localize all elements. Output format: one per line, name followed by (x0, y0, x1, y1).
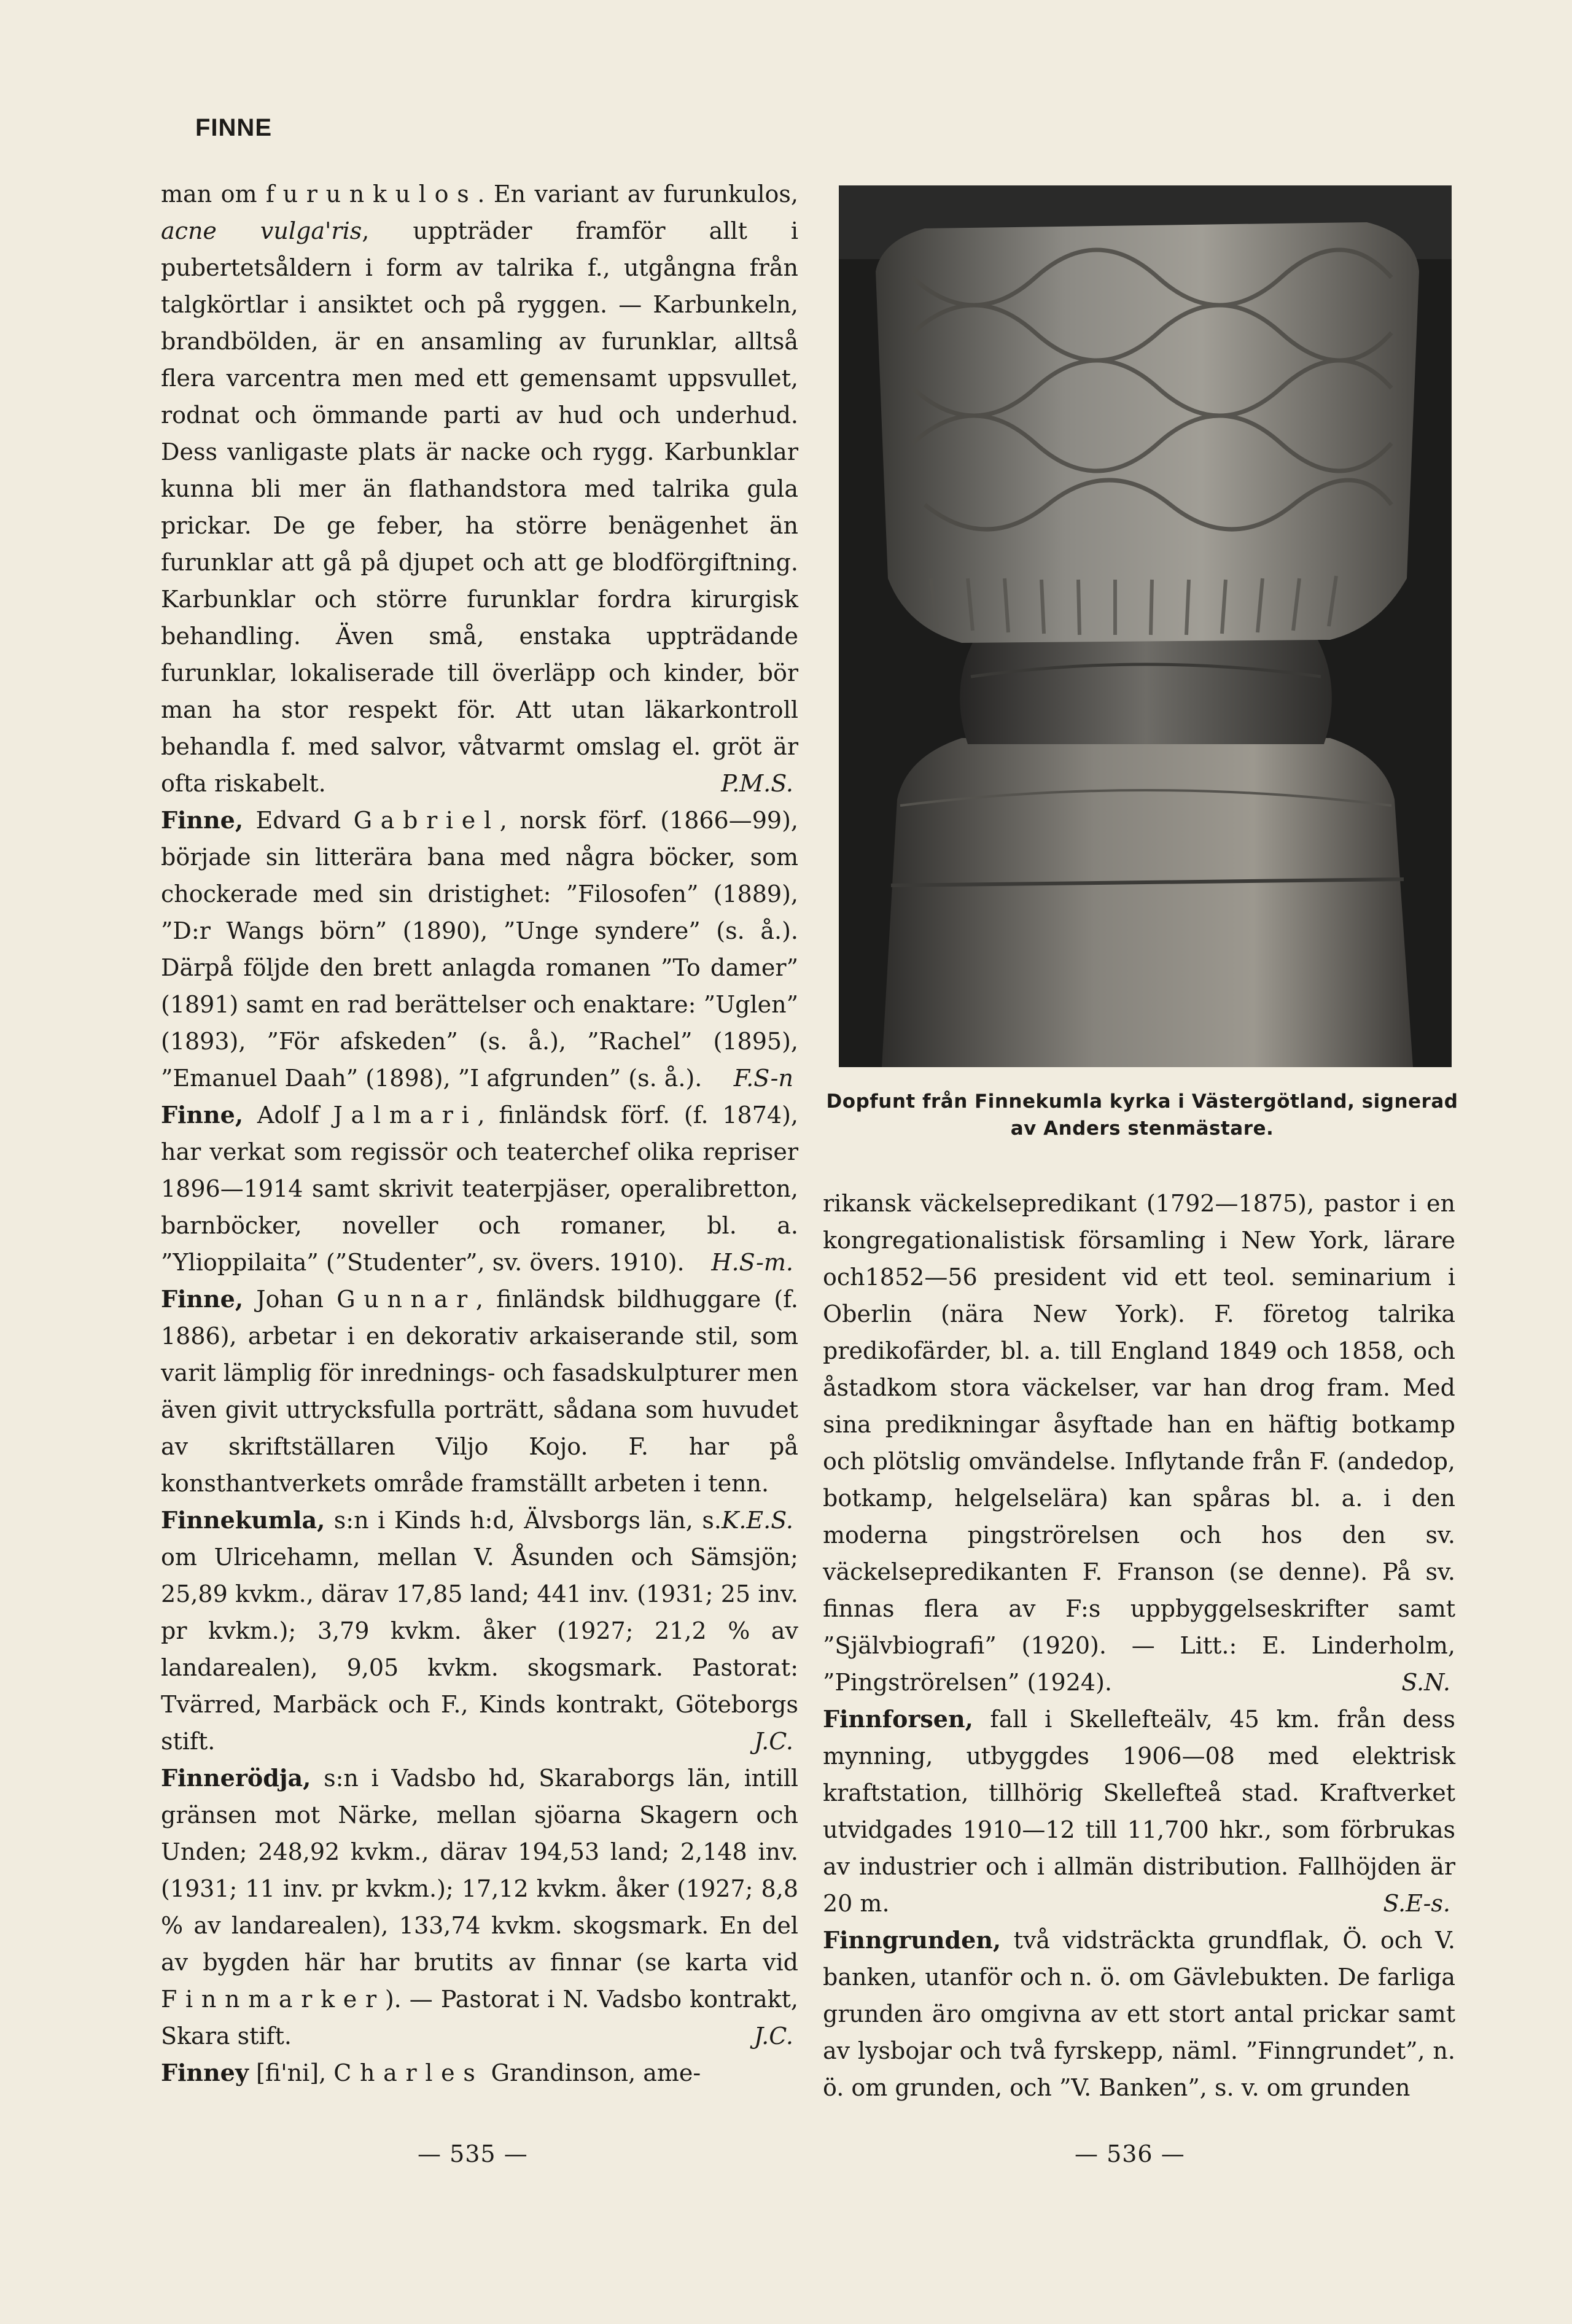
headword: Finngrunden, (823, 1926, 1002, 1954)
author-signature: P.M.S. (721, 770, 793, 797)
emphasis-name: Gunnar (337, 1286, 476, 1313)
author-signature: S.N. (1401, 1669, 1450, 1696)
page-number-left: — 535 — (418, 2140, 528, 2167)
author-signature: F.S-n (733, 1065, 793, 1092)
entry-finney-start: Finney [fi'ni], Charles Grandinson, ame- (161, 2059, 701, 2086)
baptismal-font-photo (839, 185, 1452, 1067)
cross-reference: Finnmarker (161, 1986, 385, 2013)
headword: Finnekumla, (161, 1506, 325, 1534)
latin-term: acne vulga'ris (161, 217, 362, 244)
entry-finne-edvard: Finne, Edvard Gabriel, norsk förf. (1866—99), började sin litterära bana med några böcker, som chockerade med sin dristighet: ”Filosofen” (1889), ”D:r Wangs börn” (1890), ”Unge syndere” (s. å.). Därpå följde den brett anlagda romanen ”To damer” (1891) samt en rad berättelser och enaktare: ”Uglen” (1893), ”För afskeden” (s. å.), ”Rachel” (1895), ”Emanuel Daah” (1898), ”I afgrunden” (s. å.). F.S-n (161, 802, 798, 1097)
entry-finne-adolf: Finne, Adolf Jalmari, finländsk förf. (f. 1874), har verkat som regissör och teaterchef olika repriser 1896—1914 samt skrivit teaterpjäser, operalibretton, barnböcker, noveller och romaner, bl. a. ”Ylioppilaita” (”Studenter”, sv. övers. 1910). H.S-m. (161, 1097, 798, 1281)
headword: Finnerödja, (161, 1764, 311, 1792)
right-column (823, 1185, 1455, 2106)
emphasis-term: furunkulos (265, 181, 478, 208)
font-illustration (839, 185, 1452, 1067)
entry-finnekumla: Finnekumla, s:n i Kinds h:d, Älvsborgs län, s. om Ulricehamn, mellan V. Åsunden och Sämsjön; 25,89 kvkm., därav 17,85 land; 441 inv. (1931; 25 inv. pr kvkm.); 3,79 kvkm. åker (1927; 21,2 % av landarealen), 9,05 kvkm. skogsmark. Pastorat: Tvärred, Marbäck och F., Kinds kontrakt, Göteborgs stift. J.C. (161, 1502, 798, 1760)
emphasis-name: Charles (333, 2059, 484, 2086)
headword: Finne, (161, 806, 244, 834)
author-signature: K.E.S. (721, 1507, 793, 1534)
author-signature: H.S-m. (711, 1249, 793, 1276)
entry-finney-continued: rikansk väckelsepredikant (1792—1875), pastor i en kongregationalistisk församling i New York, lärare och1852—56 president vid ett teol. seminarium i Oberlin (nära New York). F. företog talrika predikofärder, bl. a. till England 1849 och 1858, och åstadkom stora väckelser, var han drog fram. Med sina predikningar åsyftade han en häftig botkamp och plötslig omvändelse. Inflytande från F. (andedop, botkamp, helgelselära) kan spåras bl. a. i den moderna pingströrelsen och hos den sv. väckelsepredikanten F. Franson (se denne). På sv. finnas flera av F:s uppbyggelseskrifter samt ”Självbiografi” (1920). — Litt.: E. Linderholm, ”Pingströrelsen” (1924). S.N. (823, 1185, 1455, 1701)
entry-finne-johan: Finne, Johan Gunnar, finländsk bildhuggare (f. 1886), arbetar i en dekorativ arkaiserande stil, som varit lämplig för inrednings- och fasadskulpturer men även givit uttrycksfulla porträtt, sådana som huvudet av skriftställaren Viljo Kojo. F. har på konsthantverkets område framställt arbeten i tenn. K.E.S. (161, 1281, 798, 1502)
author-signature: J.C. (753, 2023, 793, 2050)
author-signature: S.E-s. (1383, 1890, 1450, 1917)
headword: Finne, (161, 1101, 244, 1129)
emphasis-name: Gabriel (353, 807, 500, 834)
running-head: FINNE (195, 114, 272, 141)
author-signature: J.C. (753, 1728, 793, 1755)
left-column (161, 176, 798, 2091)
headword: Finnforsen, (823, 1705, 973, 1733)
entry-furunkel-continued: man om furunkulos. En variant av furunkulos, acne vulga'ris, uppträder framför allt i pubertetsåldern i form av talrika f., utgångna från talgkörtlar i ansiktet och på ryggen. — Karbunkeln, brandbölden, är en ansamling av furunklar, alltså flera varcentra men med ett gemensamt uppsvullet, rodnat och ömmande parti av hud och underhud. Dess vanligaste plats är nacke och rygg. Karbunklar kunna bli mer än flathandstora med talrika gula prickar. De ge feber, ha större benägenhet än furunklar att gå på djupet och att ge blodförgiftning. Karbunklar och större furunklar fordra kirurgisk behandling. Även små, enstaka uppträdande furunklar, lokaliserade till överläpp och kinder, bör man ha stor respekt för. Att utan läkarkontroll behandla f. med salvor, våtvarmt omslag el. gröt är ofta riskabelt. P.M.S. (161, 176, 798, 802)
headword: Finney (161, 2059, 249, 2086)
entry-finnerodja: Finnerödja, s:n i Vadsbo hd, Skaraborgs län, intill gränsen mot Närke, mellan sjöarna Skagern och Unden; 248,92 kvkm., därav 194,53 land; 2,148 inv. (1931; 11 inv. pr kvkm.); 17,12 kvkm. åker (1927; 8,8 % av landarealen), 133,74 kvkm. skogsmark. En del av bygden här har brutits av finnar (se karta vid Finnmarker). — Pastorat i N. Vadsbo kontrakt, Skara stift. J.C. (161, 1760, 798, 2054)
emphasis-name: Jalmari (333, 1102, 478, 1129)
headword: Finne, (161, 1285, 244, 1313)
entry-finnforsen: Finnforsen, fall i Skellefteälv, 45 km. från dess mynning, utbyggdes 1906—08 med elektrisk kraftstation, tillhörig Skellefteå stad. Kraftverket utvidgades 1910—12 till 11,700 hkr., som förbrukas av industrier och i allmän distribution. Fallhöjden är 20 m. S.E-s. (823, 1701, 1455, 1922)
figure-caption: Dopfunt från Finnekumla kyrka i Västergötland, signerad av Anders stenmästare. (826, 1090, 1458, 1140)
entry-finngrunden: Finngrunden, två vidsträckta grundflak, Ö. och V. banken, utanför och n. ö. om Gävlebukten. De farliga grunden äro omgivna av ett stort antal prickar samt av lysbojar och två fyrskepp, näml. ”Finngrundet”, n. ö. om grunden, och ”V. Banken”, s. v. om grunden (823, 1926, 1455, 2101)
page-number-right: — 536 — (1075, 2140, 1185, 2167)
